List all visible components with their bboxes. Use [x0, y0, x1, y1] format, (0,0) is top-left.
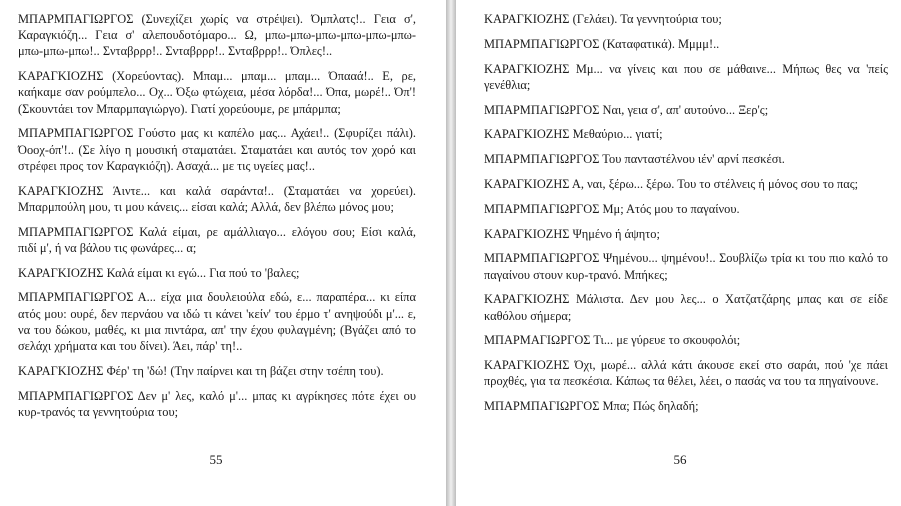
- dialogue-paragraph: ΚΑΡΑΓΚΙΟΖΗΣ Μάλιστα. Δεν μου λες... ο Χατζατζάρης μπας και σε είδε καθόλου σήμερα;: [484, 292, 888, 323]
- dialogue-paragraph: ΚΑΡΑΓΚΙΟΖΗΣ Άιντε... και καλά σαράντα!.. (Σταματάει να χορεύει). Μπαρμπούλη μου, τι μου κάνεις... είσαι καλά; Αλλά, δεν βλέπω μόνος μου;: [18, 183, 416, 214]
- page-gutter: [446, 0, 456, 506]
- dialogue-paragraph: ΜΠΑΡΜΠΑΓΙΩΡΓΟΣ Δεν μ' λες, καλό μ'... μπας κι αγρίκησες πότε έχει ου κυρ-τρανός τα γεννητούρια του;: [18, 388, 416, 419]
- dialogue-paragraph: ΜΠΑΡΜΠΑΓΙΩΡΓΟΣ Α... είχα μια δουλειούλα εδώ, ε... παραπέρα... κι είπα ατός μου: ουρέ, δεν περνάου να ιδώ τι κάνει 'κείν' του έρμο τ' ανηψούδι μ'... ε, να του δώκου, μαθές, κι μια πιντάρα, απ' την έχου φυλαγμένη; (Βγάζει από το σελάχι χρήματα και του δίνει). Άει, πάρ' τη!..: [18, 290, 416, 354]
- dialogue-paragraph: ΚΑΡΑΓΚΙΟΖΗΣ Α, ναι, ξέρω... ξέρω. Του το στέλνεις ή μόνος σου το πας;: [484, 176, 859, 191]
- dialogue-paragraph: ΚΑΡΑΓΚΙΟΖΗΣ Μεθαύριο... γιατί;: [484, 127, 663, 142]
- dialogue-paragraph: ΜΠΑΡΜΑΓΙΩΡΓΟΣ Τι... με γύρευε το σκουφολόι;: [484, 333, 741, 348]
- dialogue-paragraph: ΜΠΑΡΜΠΑΓΙΩΡΓΟΣ Ναι, γεια σ', απ' αυτούνο... Ξερ'ς;: [484, 102, 769, 117]
- dialogue-paragraph: ΜΠΑΡΜΠΑΓΙΩΡΓΟΣ Μμ; Ατός μου το παγαίνου.: [484, 201, 740, 216]
- dialogue-paragraph: ΜΠΑΡΜΠΑΓΙΩΡΓΟΣ (Συνεχίζει χωρίς να στρέψει). Όμπλατς!.. Γεια σ', Καραγκιόζη... Γεια σ' αλεπουδοτόμαρο... Ω, μπω-μπω-μπω-μπω-μπω-μπω-μπω-μπω-μπω!.. Σνταβρρρ!.. Σνταβρρρ!.. Σνταβρρρ!.. Όπλες!..: [18, 12, 416, 59]
- dialogue-paragraph: ΚΑΡΑΓΚΙΟΖΗΣ Μμ... να γίνεις και που σε μάθαινε... Μήπως θες να 'πείς γενέθλια;: [484, 61, 888, 92]
- left-page-text: [18, 11, 416, 429]
- page-number: 55: [209, 452, 223, 467]
- right-page: [456, 0, 901, 506]
- left-page: [0, 0, 446, 506]
- dialogue-paragraph: ΜΠΑΡΜΠΑΓΙΩΡΓΟΣ Του πανταστέλνου ιέν' αρνί πεσκέσι.: [484, 152, 785, 167]
- dialogue-paragraph: ΚΑΡΑΓΚΙΟΖΗΣ (Χορεύοντας). Μπαμ... μπαμ... μπαμ... Όπααά!.. Ε, ρε, καήκαμε σαν ρούμπελο... Οχ... Όξω φτώχεια, μέσα λόρδα!... Όπα, μωρέ!.. Όπ'! (Σκουντάει τον Μπαρμπαγιώργο). Γιατί χορεύουμε, ρε μπάρμπα;: [18, 69, 416, 116]
- dialogue-paragraph: ΜΠΑΡΜΠΑΓΙΩΡΓΟΣ (Καταφατικά). Μμμμ!..: [484, 36, 720, 51]
- dialogue-paragraph: ΜΠΑΡΜΠΑΓΙΩΡΓΟΣ Μπα; Πώς δηλαδή;: [484, 399, 699, 414]
- dialogue-paragraph: ΚΑΡΑΓΚΙΟΖΗΣ Καλά είμαι κι εγώ... Για πού το 'βαλες;: [18, 265, 300, 280]
- dialogue-paragraph: ΜΠΑΡΜΠΑΓΙΩΡΓΟΣ Καλά είμαι, ρε αμάλλιαγο... ελόγου σου; Είσι καλά, πιδί μ', ή να βάλου τις φωνάρες... α;: [18, 224, 416, 255]
- dialogue-paragraph: ΚΑΡΑΓΚΙΟΖΗΣ (Γελάει). Τα γεννητούρια του;: [484, 12, 722, 26]
- dialogue-paragraph: ΚΑΡΑΓΚΙΟΖΗΣ Ψημένο ή άψητο;: [484, 226, 660, 241]
- dialogue-paragraph: ΜΠΑΡΜΠΑΓΙΩΡΓΟΣ Γούστο μας κι καπέλο μας... Αχάει!.. (Σφυρίζει πάλι). Όοοχ-όπ'!.. (Σε λίγο η μουσική σταματάει. Σταματάει και αυτός τον χορό και στρέφει προς τον Καραγκιόζη). Ασαχά... με τις υγείες μας!..: [18, 126, 416, 173]
- dialogue-paragraph: ΚΑΡΑΓΚΙΟΖΗΣ Όχι, μωρέ... αλλά κάτι άκουσε εκεί στο σαράι, πού 'χε πάει προχθές, για τα πεσκέσια. Κάπως τα θέλει, λέει, ο πασάς να του τα πηγαίνουνε.: [484, 358, 888, 389]
- dialogue-paragraph: ΜΠΑΡΜΠΑΓΙΩΡΓΟΣ Ψημένου... ψημένου!.. Σουβλίζω τρία κι του πιο καλό το παγαίνου στουν κυρ-τρανό. Μπήκες;: [484, 251, 888, 282]
- dialogue-paragraph: ΚΑΡΑΓΚΙΟΖΗΣ Φέρ' τη 'δώ! (Την παίρνει και τη βάζει στην τσέπη του).: [18, 363, 384, 378]
- page-number: 56: [673, 452, 687, 467]
- right-page-text: [484, 11, 888, 423]
